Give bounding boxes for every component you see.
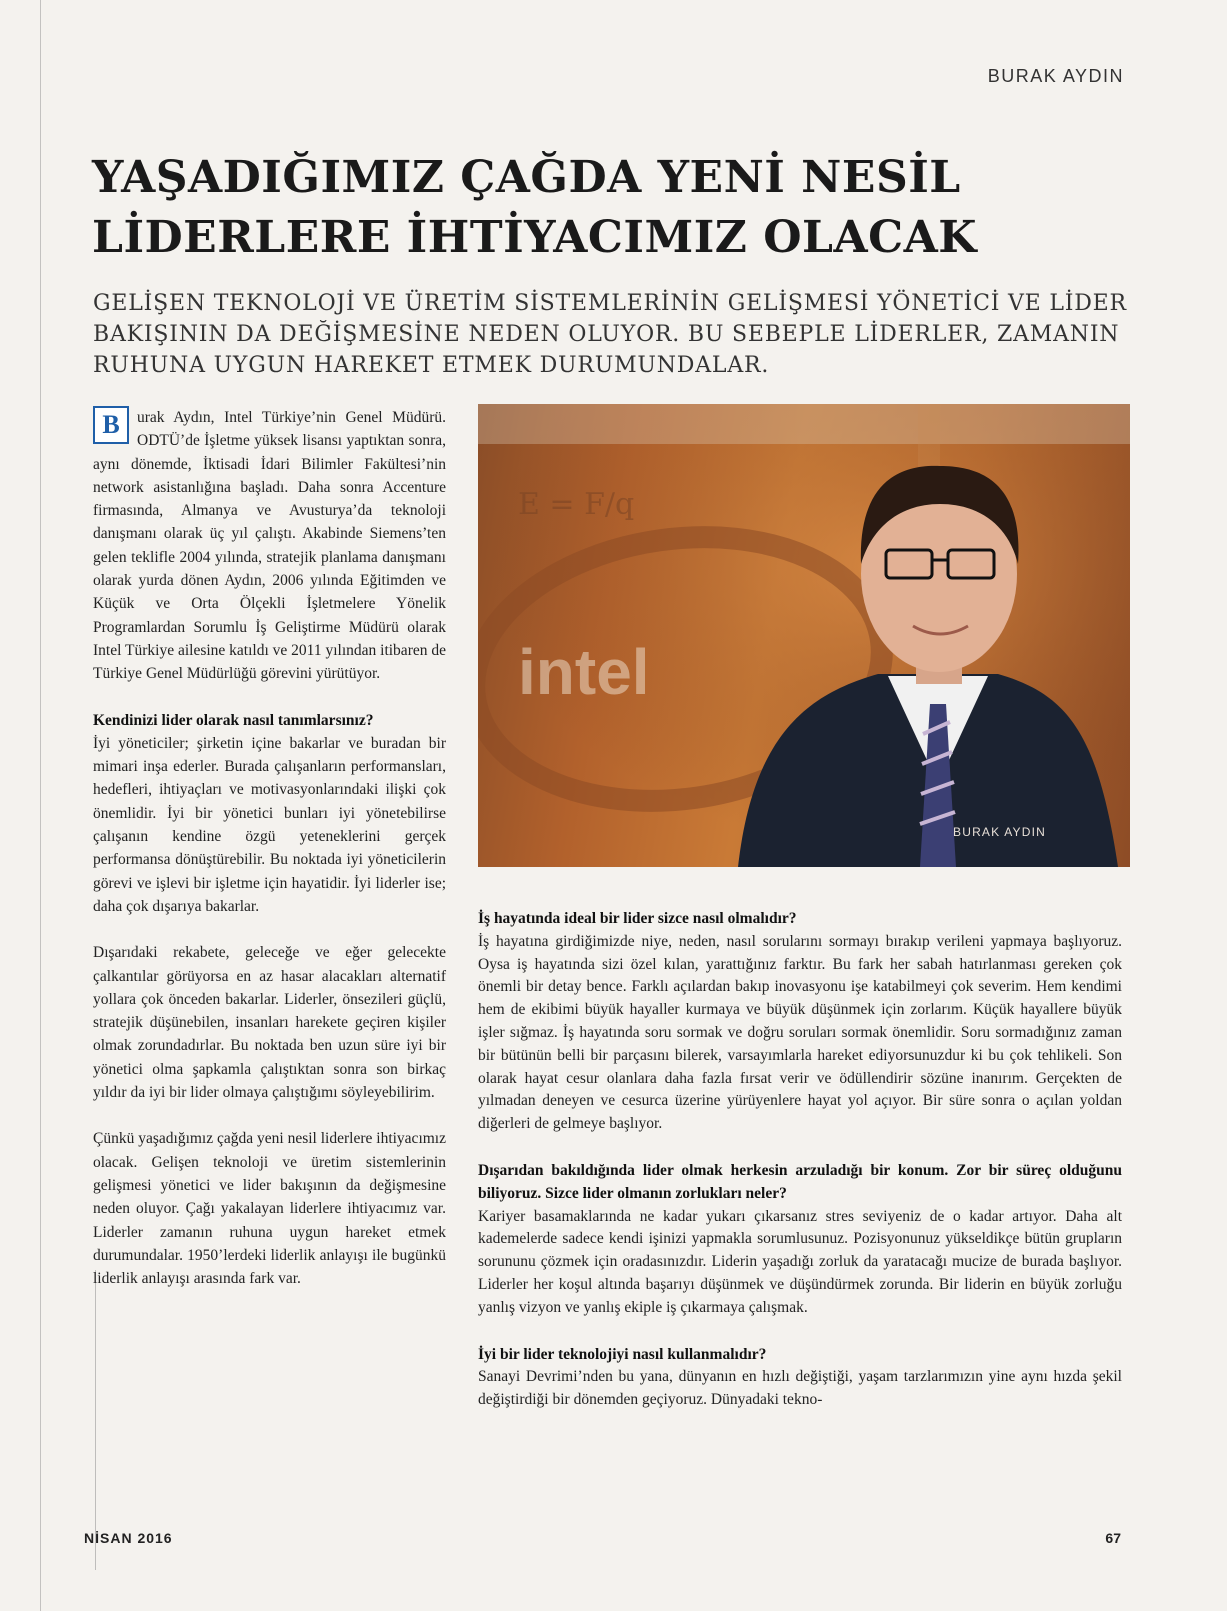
answer-1-paragraph-3: Çünkü yaşadığımız çağda yeni nesil liderlere ihtiyacımız olacak. Gelişen teknoloji ve üretim sistemlerinin gelişmesi yönetici ve lider bakışının da değişmesine neden oluyor. Çağı yakalayan liderlere ihtiyacımız var. Liderler zamanın ruhuna uygun hareket etmek durumundalar. 1950’lerdeki liderlik anlayışı ile bugünkü liderlik anlayışı arasında fark var.	[93, 1130, 446, 1288]
left-text-column	[93, 406, 446, 1290]
intel-logo-text: intel	[518, 636, 650, 708]
intro-paragraph	[93, 406, 446, 686]
article-subtitle	[93, 288, 1153, 381]
footer-issue-date: NİSAN 2016	[84, 1530, 173, 1546]
article-subtitle-line-3: RUHUNA UYGUN HAREKET ETMEK DURUMUNDALAR.	[93, 353, 770, 378]
page-fold-line-secondary	[95, 1270, 96, 1570]
portrait-illustration	[478, 404, 1130, 867]
answer-4-paragraph: Sanayi Devrimi’nden bu yana, dünyanın en hızlı değiştiği, yaşam tarzlarımızın yine aynı hızda şekil değiştirdiği bir dönemden geçiyoruz. Dünyadaki tekno-	[478, 1368, 1122, 1409]
answer-1-paragraph: İyi yöneticiler; şirketin içine bakarlar ve buradan bir mimari inşa ederler. Burada çalışanların performansları, hedefleri, ihtiyaçları ve motivasyonlarındaki ilişki çok önemlidir. İyi bir yönetici bunları iyi yönetebilirse çalışanın kendine özgü yeteneklerini gerçek performansa dönüştürebilir. Bu noktada iyi yöneticilerin görevi ve işlevi bir işletme için hayatidir. İyi liderler ise; daha çok dışarıya bakarlar.	[93, 734, 446, 915]
article-subtitle-line-1: GELİŞEN TEKNOLOJİ VE ÜRETİM SİSTEMLERİNİN GELİŞMESİ YÖNETİCİ VE LİDER	[93, 291, 1127, 316]
drop-cap-letter: B	[93, 406, 129, 444]
answer-2-paragraph: İş hayatına girdiğimizde niye, neden, nasıl sorularını sormayı bırakıp verileni yapmaya başlıyoruz. Oysa iş hayatında sizi özel kılan, yarattığınız farktır. Bu fark her sabah hatırlanması gereken çok önemli bir detay bence. Farklı açılardan bakıp inovasyonu işe katabilmeyi çok severim. Hem kendimi hem de ekibimi büyük hayaller kurmaya ve büyük düşünmek için zorlarım. Küçük hayallere büyük işler sığmaz. İş hayatında soru sormak ve doğru soruları sormak önemlidir. Soru sormadığınız zaman bir bütünün belli bir parçasını bilerek, varsayımlarla hareket ediyorsunuzdur ki bu çok tehlikeli. Son olarak hayat cesur olanlara daha fazla fırsat verir ve ödüllendirir sözüne inanırım. Gerçekten de yılmadan deneyen ve cesurca üzerine yürüyenlere hayat yol açıyor. Bir süre sonra o açılan yoldan diğerleri de gelmeye başlıyor.	[478, 932, 1122, 1133]
right-text-column	[478, 908, 1122, 1412]
page-fold-line	[40, 0, 41, 1611]
question-3-heading: Dışarıdan bakıldığında lider olmak herkesin arzuladığı bir konum. Zor bir süreç olduğunu biliyoruz. Sizce lider olmanın zorlukları neler?	[478, 1161, 1122, 1202]
answer-1-paragraph-2: Dışarıdaki rekabete, geleceğe ve eğer gelecekte çalkantılar görüyorsa en az hasar alacakları alternatif yollara çok önceden bakarlar. Liderler, önsezileri güçlü, stratejik düşünebilen, insanları harekete geçiren kişiler olmak zorundadırlar. Bu noktada ben uzun süre iyi bir yönetici olma şapkamla çalıştıktan sonra son birkaç yıldır da iyi bir lider olmaya çalıştığımı söyleyebilirim.	[93, 944, 446, 1102]
article-subtitle-line-2: BAKIŞININ DA DEĞİŞMESİNE NEDEN OLUYOR. BU SEBEPLE LİDERLER, ZAMANIN	[93, 322, 1120, 347]
footer-page-number: 67	[1105, 1530, 1121, 1546]
question-4-heading: İyi bir lider teknolojiyi nasıl kullanmalıdır?	[478, 1345, 767, 1363]
question-2-heading: İş hayatında ideal bir lider sizce nasıl olmalıdır?	[478, 910, 797, 927]
question-1-heading: Kendinizi lider olarak nasıl tanımlarsınız?	[93, 711, 374, 729]
answer-3-paragraph: Kariyer basamaklarında ne kadar yukarı çıkarsanız stres seviyeniz de o kadar artıyor. Daha alt kademelerde sadece kendi işinizi yapmakla sorumlusunuz. Pozisyonunuz yükseldikçe bütün grupların sorununu çözmek için oradasınızdır. Liderin yaşadığı zorluk da yaratacağı mucize de burada başlıyor. Liderler her koşul altında başarıyı düşünmek ve düşündürmek zorunda. Bir liderin en büyük zorluğu yanlış vizyon ve yanlış ekiple iş çıkarmaya çalışmak.	[478, 1207, 1122, 1316]
portrait-photo	[478, 404, 1130, 867]
photo-caption: BURAK AYDIN	[953, 825, 1046, 839]
intro-text: urak Aydın, Intel Türkiye’nin Genel Müdürü. ODTÜ’de İşletme yüksek lisansı yaptıktan sonra, aynı dönemde, İktisadi İdari Bilimler Fakültesi’nin network asistanlığına başladı. Daha sonra Accenture firmasında, Almanya ve Avusturya’da teknoloji danışmanı olarak üç yıl çalıştı. Akabinde Siemens’ten gelen teklifle 2004 yılında, stratejik planlama danışmanı olarak yurda dönen Aydın, 2006 yılında Eğitimden ve Küçük ve Orta Ölçekli İşletmelere Yönelik Programlardan Sorumlu İş Geliştirme Müdürü olarak Intel Türkiye ailesine katıldı ve 2011 yılından itibaren de Türkiye Genel Müdürlüğü görevini yürütüyor.	[93, 409, 446, 683]
running-header-author: BURAK AYDIN	[987, 66, 1124, 86]
article-title-line-2: LİDERLERE İHTİYACIMIZ OLACAK	[92, 212, 978, 263]
whiteboard-formula: E = F/q	[518, 487, 635, 522]
article-title-line-1: YAŞADIĞIMIZ ÇAĞDA YENİ NESİL	[92, 152, 961, 203]
article-title	[92, 148, 1142, 268]
